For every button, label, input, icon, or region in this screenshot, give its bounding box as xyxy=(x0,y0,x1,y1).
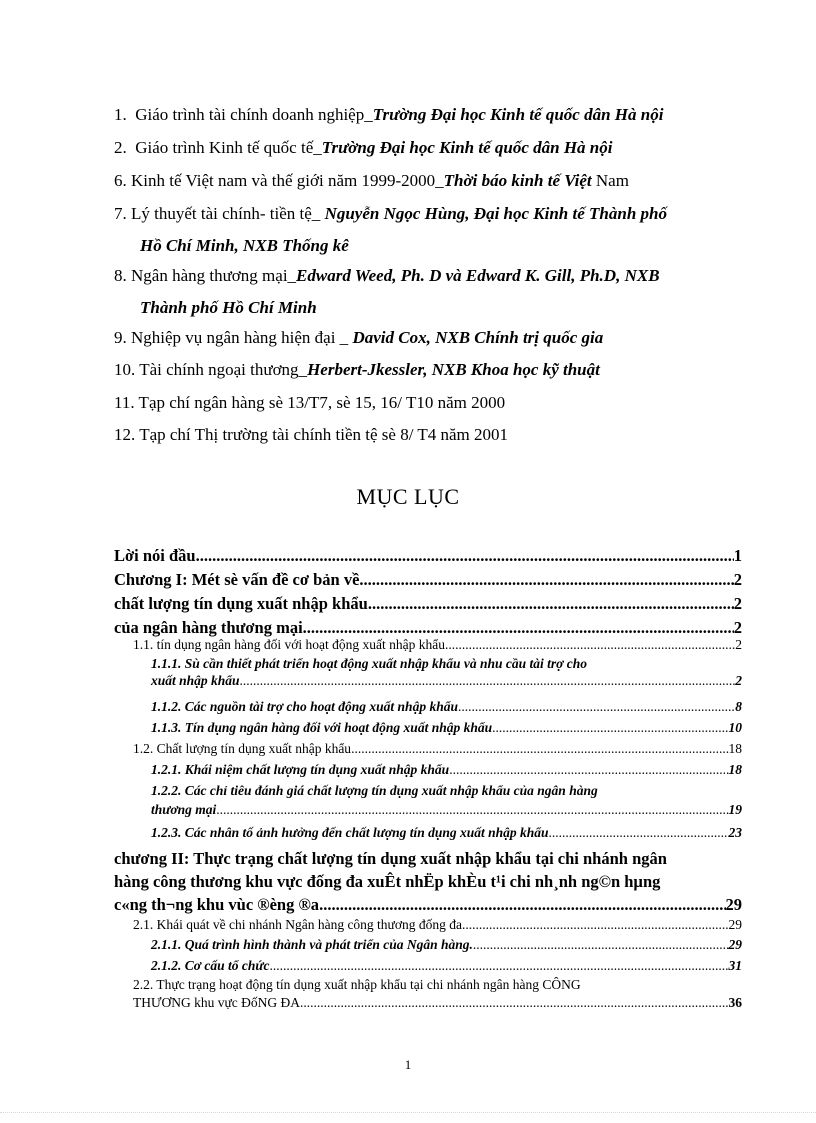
toc-entry-2-1-2[interactable]: 2.1.2. Cơ cấu tổ chức ..... 31 xyxy=(151,958,742,974)
toc-entry-chapter1[interactable]: Chương I: Mét sè vấn đề cơ bản về ..... 2 xyxy=(114,570,742,590)
toc-entry-chapter1-line2[interactable]: chất lượng tín dụng xuất nhập khẩu ..... 2 xyxy=(114,594,742,614)
reference-1: 1. Giáo trình tài chính doanh nghiệp_Trường Đại học Kinh tế quốc dân Hà nội xyxy=(114,105,664,124)
page-edge-divider xyxy=(0,1112,816,1113)
toc-title: MỤC LỤC xyxy=(356,484,460,509)
page-number: 1 xyxy=(404,1057,412,1072)
reference-7: 7. Lý thuyết tài chính- tiền tệ_ Nguyễn Ngọc Hùng, Đại học Kinh tế Thành phố Hồ Chí Minh, NXB Thống kê xyxy=(114,204,667,255)
toc-entry-1-1-2[interactable]: 1.1.2. Các nguồn tài trợ cho hoạt động xuất nhập khẩu ..... 8 xyxy=(151,699,742,715)
reference-10: 10. Tài chính ngoại thương_Herbert-Jkessler, NXB Khoa học kỹ thuật xyxy=(114,360,600,379)
toc-entry-1-2-2[interactable]: 1.2.2. Các chỉ tiêu đánh giá chất lượng tín dụng xuất nhập khẩu của ngân hàng thương mại ..... 19 xyxy=(151,783,742,818)
toc-entry-1-1-3[interactable]: 1.1.3. Tín dụng ngân hàng đối với hoạt động xuất nhập khẩu ..... 10 xyxy=(151,720,742,736)
reference-6: 6. Kinh tế Việt nam và thế giới năm 1999-2000_Thời báo kinh tế Việt Nam xyxy=(114,171,629,190)
toc-entry-1-2-1[interactable]: 1.2.1. Khái niệm chất lượng tín dụng xuất nhập khẩu ..... 18 xyxy=(151,762,742,778)
reference-11: 11. Tạp chí ngân hàng sè 13/T7, sè 15, 16/ T10 năm 2000 xyxy=(114,393,506,412)
reference-9: 9. Nghiệp vụ ngân hàng hiện đại _ David Cox, NXB Chính trị quốc gia xyxy=(114,328,604,347)
toc-entry-2-2[interactable]: 2.2. Thực trạng hoạt động tín dụng xuất nhập khẩu tại chi nhánh ngân hàng CÔNG THƯƠNG khu vực ĐốNG ĐA. ..... 36 xyxy=(133,977,742,1011)
toc-entry-1-1-1[interactable]: 1.1.1. Sù cần thiết phát triển hoạt động xuất nhập khẩu và nhu cầu tài trợ cho xuất nhập khẩu ..... 2 xyxy=(151,656,742,689)
toc-entry-1-1[interactable]: 1.1. tín dụng ngân hàng đối với hoạt động xuất nhập khẩu ..... 2 xyxy=(133,637,742,653)
reference-12: 12. Tạp chí Thị trường tài chính tiền tệ sè 8/ T4 năm 2001 xyxy=(114,425,509,444)
toc-entry-2-1-1[interactable]: 2.1.1. Quá trình hình thành và phát triển của Ngân hàng. ..... 29 xyxy=(151,937,742,953)
toc-entry-1-2-3[interactable]: 1.2.3. Các nhân tố ảnh hưởng đến chất lượng tín dụng xuất nhập khẩu ..... 23 xyxy=(151,825,742,841)
toc-entry-chapter1-line3[interactable]: của ngân hàng thương mại ..... 2 xyxy=(114,618,742,638)
reference-8: 8. Ngân hàng thương mại_Edward Weed, Ph. D và Edward K. Gill, Ph.D, NXB Thành phố Hồ Chí Minh xyxy=(114,266,660,317)
toc-entry-chapter2[interactable]: chương II: Thực trạng chất lượng tín dụng xuất nhập khẩu tại chi nhánh ngân hàng công thương khu vực đống đa xuÊt nhËp khÈu t¹i chi nh¸nh ng©n hµng c«ng th¬ng khu vùc ®èng ®a ..... 29 xyxy=(114,847,742,916)
reference-2: 2. Giáo trình Kinh tế quốc tế_Trường Đại học Kinh tế quốc dân Hà nội xyxy=(114,138,613,157)
toc-entry-1-2[interactable]: 1.2. Chất lượng tín dụng xuất nhập khẩu ..... 18 xyxy=(133,741,742,757)
toc-entry-intro[interactable]: Lời nói đầu ..... 1 xyxy=(114,546,742,566)
toc-entry-2-1[interactable]: 2.1. Khái quát về chi nhánh Ngân hàng công thương đống đa ..... 29 xyxy=(133,917,742,933)
